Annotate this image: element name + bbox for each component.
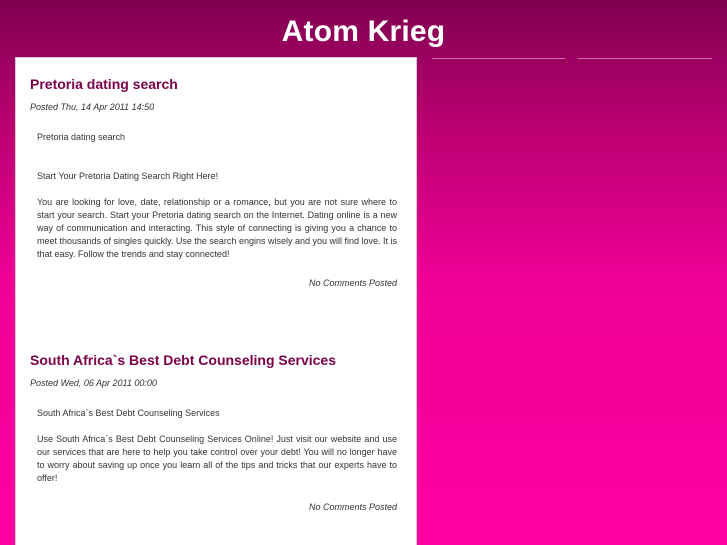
post-paragraph: Start Your Pretoria Dating Search Right Here! — [37, 171, 219, 181]
site-title[interactable]: Atom Krieg — [281, 15, 446, 48]
post-comments-link[interactable]: No Comments Posted — [308, 502, 397, 512]
post-paragraph: Pretoria dating search — [37, 132, 126, 142]
main-content — [15, 57, 417, 545]
post-paragraph: Use South Africa`s Best Debt Counseling Services Online! Just visit our website and use our services that are here to help you take control over your debt! You will no longer have to worry about saving up once you learn all of the tips and tricks that our experts have to offer! — [37, 434, 397, 483]
post-date: Posted Wed, 06 Apr 2011 00:00 — [30, 378, 157, 388]
sidebar-divider — [578, 58, 712, 59]
post-paragraph: South Africa`s Best Debt Counseling Services — [37, 408, 220, 418]
post-body — [30, 131, 397, 261]
post-date: Posted Thu, 14 Apr 2011 14:50 — [30, 102, 155, 112]
post-body — [30, 407, 397, 485]
sidebar-divider — [432, 58, 565, 59]
post-title-link[interactable]: South Africa`s Best Debt Counseling Services — [30, 352, 336, 368]
post-comments-link[interactable]: No Comments Posted — [308, 278, 397, 288]
post-paragraph: You are looking for love, date, relationship or a romance, but you are not sure where to start your search. Start your Pretoria dating search on the Internet. Dating online is a new way of communication and interacting. This style of connecting is giving you a chance to meet thousands of singles quickly. Use the search engins wisely and you will find love. It is that easy. Follow the trends and stay connected! — [37, 197, 398, 259]
post-title-link[interactable]: Pretoria dating search — [30, 76, 178, 92]
blog-post — [30, 75, 397, 289]
blog-post — [30, 351, 397, 513]
